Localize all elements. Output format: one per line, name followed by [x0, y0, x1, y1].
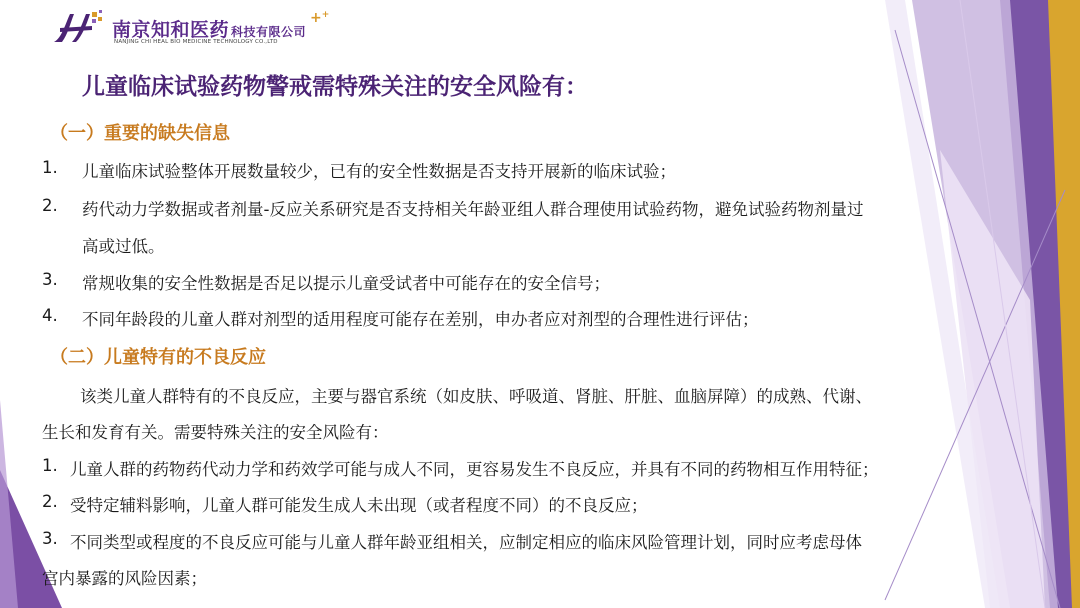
company-logo [48, 8, 348, 50]
s2-intro-line-2: 生长和发育有关。需要特殊关注的安全风险有： [42, 423, 389, 442]
s1-item-2-text-line-2: 高或过低。 [82, 237, 165, 256]
company-name-suffix: 科技有限公司 [231, 25, 307, 39]
s2-item-1-text: 儿童人群的药物药代动力学和药效学可能与成人不同，更容易发生不良反应，并具有不同的药物相互作用特征； [70, 460, 879, 479]
company-name-cn: 南京知和医药 科技有限公司 [112, 19, 307, 41]
logo-plus-icon: ++ [310, 10, 330, 26]
s1-item-3-text: 常规收集的安全性数据是否足以提示儿童受试者中可能存在的安全信号； [82, 274, 610, 293]
s1-item-1-text: 儿童临床试验整体开展数量较少，已有的安全性数据是否支持开展新的临床试验； [82, 162, 676, 181]
logo-mark-icon [48, 8, 108, 48]
s2-item-3-text-line-1: 不同类型或程度的不良反应可能与儿童人群年龄亚组相关，应制定相应的临床风险管理计划，同时应考虑母体 [70, 533, 862, 552]
section-1-heading: （一）重要的缺失信息 [50, 123, 230, 144]
s1-item-3-number: 3. [42, 270, 58, 289]
s1-item-2-text-line-1: 药代动力学数据或者剂量-反应关系研究是否支持相关年龄亚组人群合理使用试验药物，避免试验药物剂量过 [82, 200, 864, 219]
s1-item-2-number: 2. [42, 196, 58, 215]
s1-item-4-text: 不同年龄段的儿童人群对剂型的适用程度可能存在差别，申办者应对剂型的合理性进行评估； [82, 310, 759, 329]
s2-item-1-number: 1. [42, 456, 58, 475]
section-2-heading: （二）儿童特有的不良反应 [50, 347, 266, 368]
s2-item-2-number: 2. [42, 492, 58, 511]
s1-item-4-number: 4. [42, 306, 58, 325]
s2-item-3-number: 3. [42, 529, 58, 548]
s2-item-2-text: 受特定辅料影响，儿童人群可能发生成人未出现（或者程度不同）的不良反应； [70, 496, 648, 515]
s1-item-1-number: 1. [42, 158, 58, 177]
s2-intro-line-1: 该类儿童人群特有的不良反应，主要与器官系统（如皮肤、呼吸道、肾脏、肝脏、血脑屏障）的成熟、代谢、 [80, 387, 872, 406]
s2-item-3-text-line-2: 宫内暴露的风险因素； [42, 569, 207, 588]
company-name-en: NANJING CHI HEAL BIO MEDICINE TECHNOLOGY CO.,LTD [114, 39, 278, 45]
slide-title: 儿童临床试验药物警戒需特殊关注的安全风险有： [82, 74, 588, 100]
